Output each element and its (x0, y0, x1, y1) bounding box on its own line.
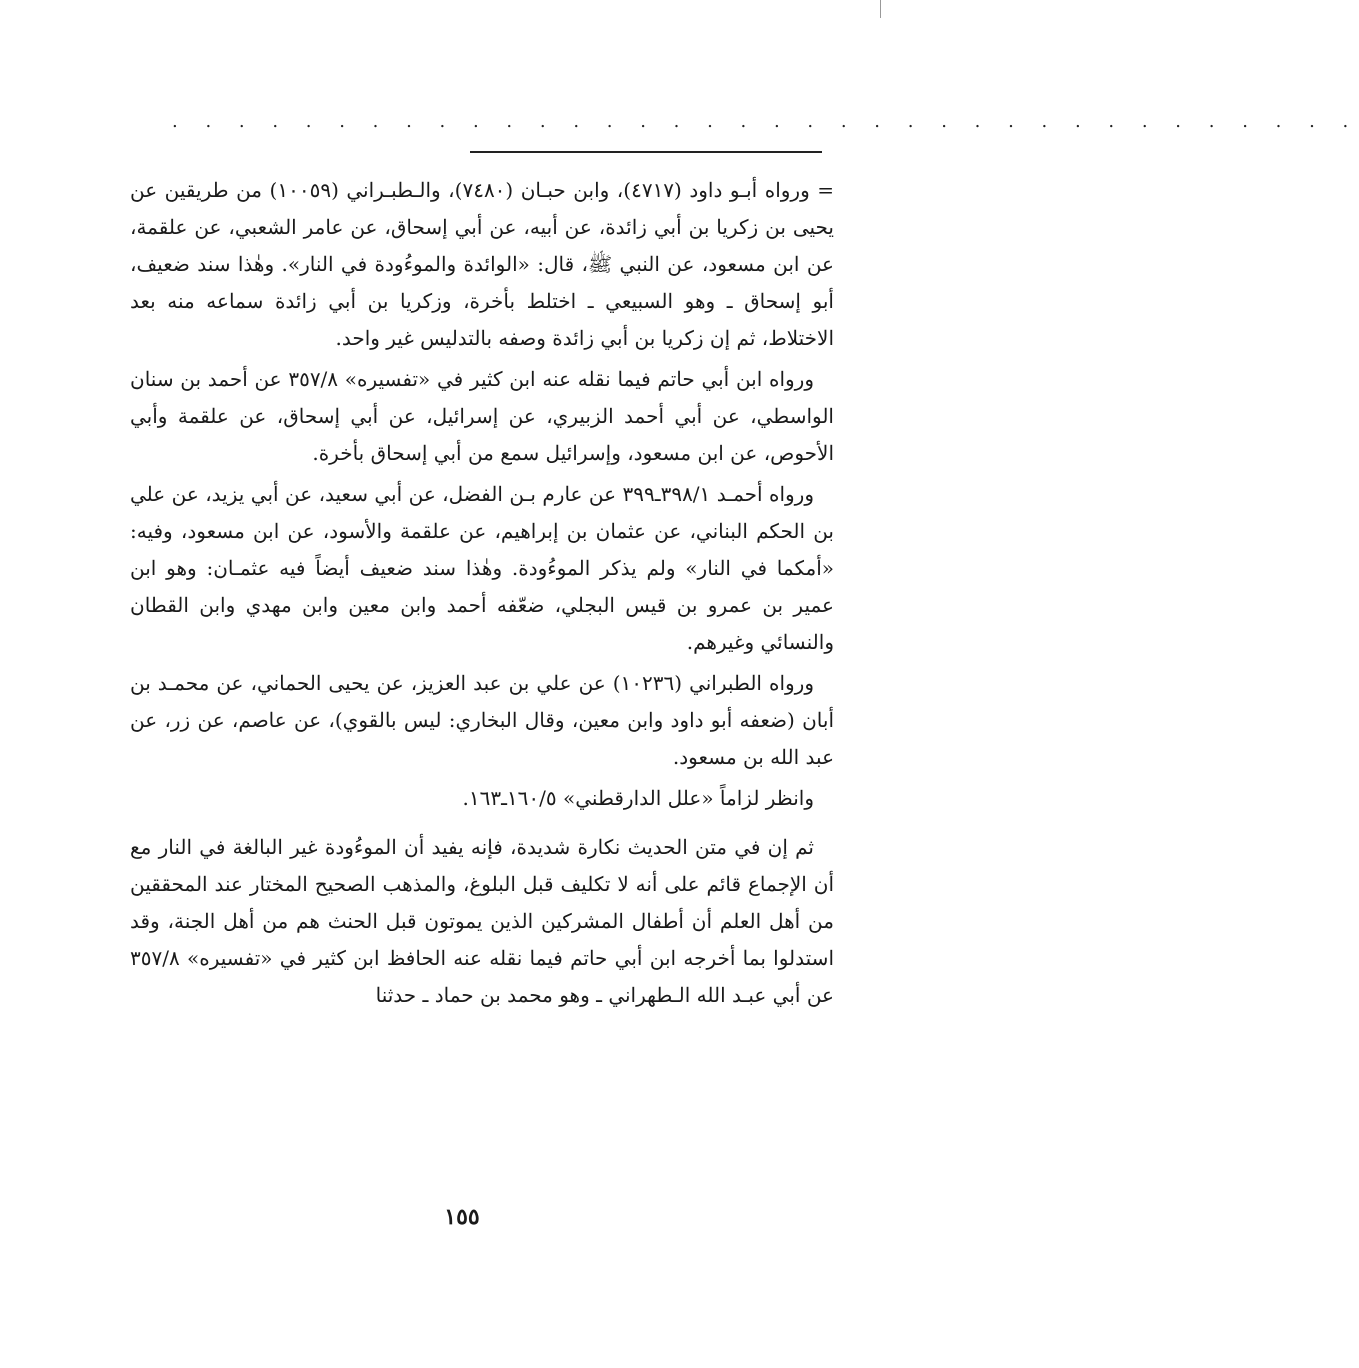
page-number: ١٥٥ (444, 1204, 480, 1230)
paragraph-5: وانظر لزاماً «علل الدارقطني» ١٦٠/٥ـ١٦٣. (462, 786, 814, 810)
footnote-dotted-separator: . . . . . . . . . . . . . . . . . . . . . . . . . . . . . . . . . . . . (172, 111, 1359, 132)
paragraph-4: ورواه الطبراني (١٠٢٣٦) عن علي بن عبد العزيز، عن يحيى الحماني، عن محمـد بن أبان (ضعفه أبو داود وابن معين، وقال البخاري: ليس بالقوي)، عن عاصم، عن زر، عن عبد الله بن مسعود. (130, 671, 834, 769)
page-edge-mark (880, 0, 881, 18)
footnote-rule (470, 151, 822, 153)
paragraph-3: ورواه أحمـد ٣٩٨/١ـ٣٩٩ عن عارم بـن الفضل، عن أبي سعيد، عن أبي يزيد، عن علي بن الحكم البناني، عن عثمان بن إبراهيم، عن علقمة والأسود، عن ابن مسعود، وفيه: «أمكما في النار» ولم يذكر الموءُودة. وهٰذا سند ضعيف أيضاً فيه عثمـان: وهو ابن عمير بن عمرو بن قيس البجلي، ضعّفه أحمد وابن معين وابن مهدي وابن القطان والنسائي وغيرهم. (130, 482, 834, 654)
paragraph-2: ورواه ابن أبي حاتم فيما نقله عنه ابن كثير في «تفسيره» ٣٥٧/٨ عن أحمد بن سنان الواسطي، عن أبي أحمد الزبيري، عن إسرائيل، عن أبي إسحاق، عن علقمة وأبي الأحوص، عن ابن مسعود، وإسرائيل سمع من أبي إسحاق بأخرة. (130, 367, 834, 465)
footnote-body (130, 172, 834, 1014)
paragraph-6: ثم إن في متن الحديث نكارة شديدة، فإنه يفيد أن الموءُودة غير البالغة في النار مع أن الإجماع قائم على أنه لا تكليف قبل البلوغ، والمذهب الصحيح المختار عند المحققين من أهل العلم أن أطفال المشركين الذين يموتون قبل الحنث هم من أهل الجنة، وقد استدلوا بما أخرجه ابن أبي حاتم فيما نقله عنه الحافظ ابن كثير في «تفسيره» ٣٥٧/٨ عن أبي عبـد الله الـطهراني ـ وهو محمد بن حماد ـ حدثنا (130, 835, 834, 1007)
paragraph-1: = ورواه أبـو داود (٤٧١٧)، وابن حبـان (٧٤٨٠)، والـطبـراني (١٠٠٥٩) من طريقين عن يحيى بن زكريا بن أبي زائدة، عن أبيه، عن أبي إسحاق، عن عامر الشعبي، عن علقمة، عن ابن مسعود، عن النبي ﷺ، قال: «الوائدة والموءُودة في النار». وهٰذا سند ضعيف، أبو إسحاق ـ وهو السبيعي ـ اختلط بأخرة، وزكريا بن أبي زائدة سماعه منه بعد الاختلاط، ثم إن زكريا بن أبي زائدة وصفه بالتدليس غير واحد. (130, 178, 835, 350)
